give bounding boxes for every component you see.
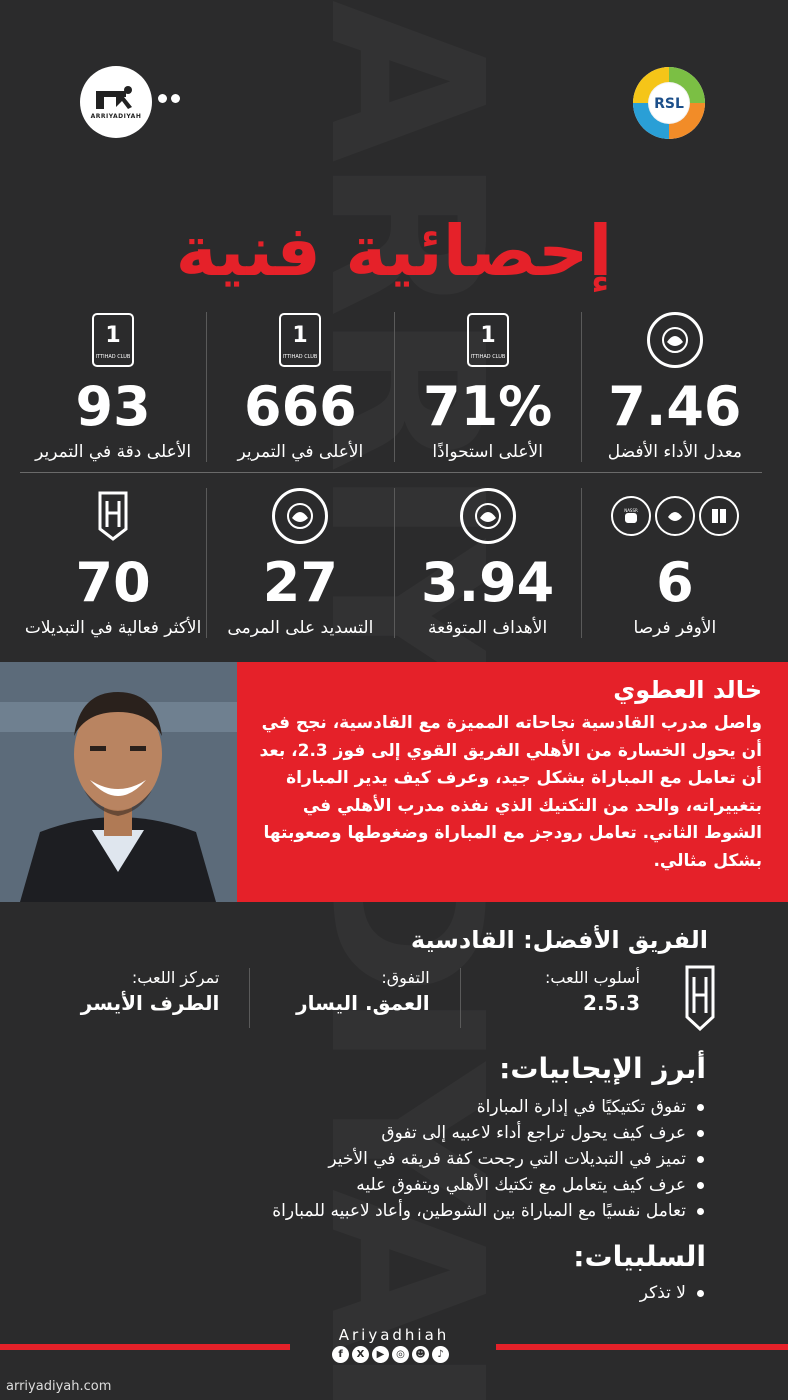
svg-text:ITTIHAD CLUB: ITTIHAD CLUB: [95, 354, 131, 360]
stat-label: الأوفر فرصا: [633, 618, 717, 638]
stat-card: [206, 312, 393, 462]
footer-line-left: [0, 1344, 290, 1350]
stat-card: [394, 312, 581, 462]
three-clubs-icon: [611, 488, 739, 544]
stat-card: [394, 488, 581, 638]
stats-row-1: [20, 312, 768, 462]
list-item: لا تذكر: [640, 1280, 708, 1306]
stats-divider: [20, 472, 762, 473]
negatives-list: [640, 1280, 708, 1306]
footer-brand: Ariyadhiah: [338, 1326, 450, 1344]
coach-text-box: [237, 662, 788, 902]
stat-label: معدل الأداء الأفضل: [607, 442, 743, 462]
qadsiah-club-icon: [96, 488, 130, 544]
svg-text:ITTIHAD CLUB: ITTIHAD CLUB: [470, 354, 505, 360]
best-team-heading: الفريق الأفضل: القادسية: [410, 926, 708, 954]
coach-portrait-icon: [0, 662, 237, 902]
instagram-icon[interactable]: ◎: [392, 1346, 409, 1363]
tactics-row: [40, 968, 730, 1028]
stat-value: 71%: [423, 375, 553, 438]
stat-card: [20, 312, 206, 462]
stat-label: الأعلى استحواذًا: [432, 442, 543, 462]
stat-value: 27: [262, 551, 338, 614]
shabab-club-icon: [272, 488, 328, 544]
list-item: تعامل نفسيًا مع المباراة بين الشوطين، وأعاد لاعبيه للمباراة: [272, 1198, 708, 1224]
youtube-icon[interactable]: ▶: [372, 1346, 389, 1363]
coach-name: خالد العطوي: [613, 676, 762, 704]
list-item: تميز في التبديلات التي رجحت كفة فريقه في الأخير: [272, 1146, 708, 1172]
facebook-icon[interactable]: f: [332, 1346, 349, 1363]
svg-text:NASSR: NASSR: [624, 508, 638, 513]
list-item: عرف كيف يتعامل مع تكتيك الأهلي ويتفوق عليه: [272, 1172, 708, 1198]
stat-value: 666: [244, 375, 357, 438]
tactic-value: 2.5.3: [583, 991, 640, 1015]
ittihad-club-icon: [466, 312, 510, 368]
shabab-club-icon: [460, 488, 516, 544]
shabab-club-icon: [647, 312, 703, 368]
stat-label: الأكثر فعالية في التبديلات: [24, 618, 202, 638]
tactic-value: الطرف الأيسر: [80, 991, 220, 1015]
site-url[interactable]: arriyadiyah.com: [6, 1379, 112, 1394]
stat-label: الأعلى دقة في التمرير: [35, 442, 192, 462]
ittihad-club-icon: [278, 312, 322, 368]
runner-logo-icon: [94, 85, 138, 111]
stat-value: 93: [75, 375, 151, 438]
stat-label: الأهداف المتوقعة: [428, 618, 548, 638]
ittihad-club-icon: [91, 312, 135, 368]
coach-bio: واصل مدرب القادسية نجاحاته المميزة مع القادسية، نجح في أن يحول الخسارة من الأهلي الفريق القوي إلى فوز 2.3، بعد أن تعامل مع المباراة بشكل جيد، وعرف كيف يدير المباراة بتغييراته، والحد من التكتيك الذي نفذه مدرب الأهلي في الشوط الثاني. تعامل رودجز مع المباراة وضغوطها وصعوبتها بشكل مثالي.: [259, 713, 762, 871]
stat-label: الأعلى في التمرير: [237, 442, 364, 462]
list-item: تفوق تكتيكيًا في إدارة المباراة: [272, 1094, 708, 1120]
svg-text:1: 1: [105, 323, 121, 348]
left-logo-text: ARRIYADIYAH: [90, 112, 142, 120]
stat-card: [206, 488, 393, 638]
logo-dots: [158, 94, 180, 103]
positives-title: أبرز الإيجابيات:: [499, 1052, 706, 1085]
tactic-positioning: [40, 968, 249, 1028]
stat-card: [581, 312, 768, 462]
positives-list: [272, 1094, 708, 1224]
qadsiah-club-icon: [670, 968, 730, 1028]
social-icons: [332, 1346, 449, 1363]
rsl-logo-text: RSL: [654, 96, 684, 112]
svg-text:1: 1: [292, 323, 309, 348]
arriyadiyah-logo: [80, 66, 152, 138]
coach-photo: [0, 662, 237, 902]
tactic-play-style: [460, 968, 670, 1028]
list-item: عرف كيف يحول تراجع أداء لاعبيه إلى تفوق: [272, 1120, 708, 1146]
stat-value: 6: [656, 551, 694, 614]
tactic-key: التفوق:: [381, 968, 430, 987]
coach-panel: [0, 662, 788, 902]
stat-value: 7.46: [608, 375, 742, 438]
page-title: إحصائية فنية: [175, 210, 613, 292]
tactic-key: أسلوب اللعب:: [545, 968, 640, 987]
snapchat-icon[interactable]: ☻: [412, 1346, 429, 1363]
svg-text:1: 1: [479, 323, 496, 348]
stat-card: [581, 488, 768, 638]
tactic-value: العمق. اليسار: [296, 991, 430, 1015]
tiktok-icon[interactable]: ♪: [432, 1346, 449, 1363]
svg-text:ITTIHAD CLUB: ITTIHAD CLUB: [283, 354, 318, 360]
stats-row-2: [20, 488, 768, 638]
stat-value: 70: [75, 551, 151, 614]
negatives-title: السلبيات:: [573, 1240, 706, 1273]
stat-card: [20, 488, 206, 638]
stat-value: 3.94: [421, 551, 555, 614]
stat-label: التسديد على المرمى: [227, 618, 374, 638]
x-icon[interactable]: X: [352, 1346, 369, 1363]
footer-line-right: [496, 1344, 788, 1350]
rsl-logo: [628, 62, 710, 144]
tactic-superiority: [249, 968, 459, 1028]
tactic-key: تمركز اللعب:: [131, 968, 220, 987]
